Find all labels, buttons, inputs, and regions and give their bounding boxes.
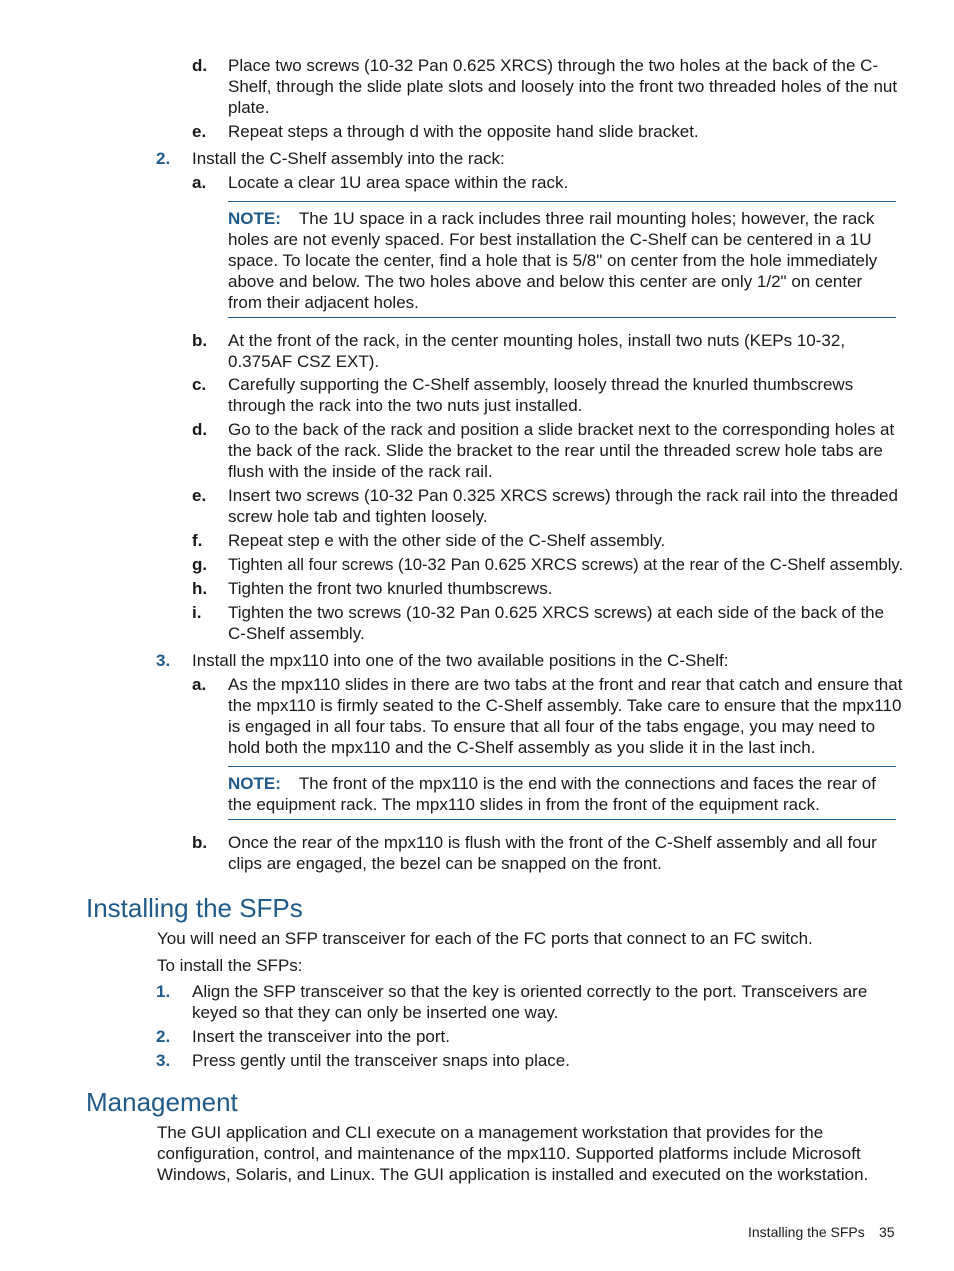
step-number: 3.	[156, 1051, 171, 1070]
substep-label: i.	[192, 603, 202, 622]
note-text: The 1U space in a rack includes three rail mounting holes; however, the rack holes are not evenly spaced. For best installation the C-Shelf can be centered in a 1U space. To locate the center, find a hole that is 5/8" on center from the hole immediately above and below. The two holes above and below this center are only 1/2" on center from their adjacent holes.	[228, 209, 878, 312]
step-label: d.	[192, 56, 208, 75]
step-label: e.	[192, 122, 207, 141]
step-number: 2.	[156, 1027, 171, 1046]
step-text: Repeat steps a through d with the opposite hand slide bracket.	[228, 122, 699, 141]
substep-text: Repeat step e with the other side of the C-Shelf assembly.	[228, 531, 666, 550]
step-number: 3.	[156, 651, 171, 670]
substep-label: a.	[192, 675, 207, 694]
sfp-lead: To install the SFPs:	[157, 956, 303, 975]
section-heading-management: Management	[86, 1087, 238, 1117]
step-text: Press gently until the transceiver snaps into place.	[192, 1051, 570, 1070]
step-number: 1.	[156, 982, 171, 1001]
step-text: Insert the transceiver into the port.	[192, 1027, 450, 1046]
substep-label: g.	[192, 555, 208, 574]
substep-label: f.	[192, 531, 203, 550]
sfp-intro: You will need an SFP transceiver for each of the FC ports that connect to an FC switch.	[157, 929, 813, 948]
footer-section-title: Installing the SFPs	[748, 1224, 865, 1240]
substep-text: Go to the back of the rack and position a slide bracket next to the corresponding holes at the back of the rack. Slide the bracket to the rear until the threaded screw hole tabs are flush with the inside of the rack rail.	[228, 420, 895, 481]
substep-label: b.	[192, 331, 208, 350]
substep-label: h.	[192, 579, 208, 598]
step-number: 2.	[156, 149, 171, 168]
page-number: 35	[879, 1224, 895, 1240]
step-text: Place two screws (10-32 Pan 0.625 XRCS) through the two holes at the back of the C-Shelf, through the slide plate slots and loosely into the front two threaded holes of the nut plate.	[228, 56, 898, 117]
substep-text: Insert two screws (10-32 Pan 0.325 XRCS screws) through the rack rail into the threaded screw hole tab and tighten loosely.	[228, 486, 898, 526]
substep-text: Tighten the two screws (10-32 Pan 0.625 XRCS screws) at each side of the back of the C-Shelf assembly.	[228, 603, 885, 643]
management-body: The GUI application and CLI execute on a management workstation that provides for the configuration, control, and maintenance of the mpx110. Supported platforms include Microsoft Windows, Solaris, and Linux. The GUI application is installed and executed on the workstation.	[157, 1123, 869, 1184]
substep-text: Carefully supporting the C-Shelf assembly, loosely thread the knurled thumbscrews through the rack into the two nuts just installed.	[228, 375, 854, 415]
step-text: Install the C-Shelf assembly into the rack:	[192, 149, 505, 168]
substep-text: At the front of the rack, in the center mounting holes, install two nuts (KEPs 10-32, 0.375AF CSZ EXT).	[228, 331, 846, 371]
section-heading-sfps: Installing the SFPs	[86, 893, 303, 923]
substep-label: b.	[192, 833, 208, 852]
substep-text: Locate a clear 1U area space within the rack.	[228, 173, 569, 192]
substep-text: Tighten all four screws (10-32 Pan 0.625 XRCS screws) at the rear of the C-Shelf assembly.	[228, 555, 904, 574]
step-text: Install the mpx110 into one of the two available positions in the C-Shelf:	[192, 651, 729, 670]
note-label: NOTE:	[228, 209, 281, 228]
substep-label: a.	[192, 173, 207, 192]
note-text: The front of the mpx110 is the end with the connections and faces the rear of the equipment rack. The mpx110 slides in from the front of the equipment rack.	[228, 774, 876, 814]
substep-label: d.	[192, 420, 208, 439]
step-text: Align the SFP transceiver so that the key is oriented correctly to the port. Transceivers are keyed so that they can only be inserted one way.	[192, 982, 868, 1022]
substep-text: Tighten the front two knurled thumbscrews.	[228, 579, 553, 598]
substep-text: As the mpx110 slides in there are two tabs at the front and rear that catch and ensure that the mpx110 is firmly seated to the C-Shelf assembly. Take care to ensure that the mpx110 is engaged in all four tabs. To ensure that all four of the tabs engage, you may need to hold both the mpx110 and the C-Shelf assembly as you slide it in the last inch.	[228, 675, 903, 757]
substep-text: Once the rear of the mpx110 is flush with the front of the C-Shelf assembly and all four clips are engaged, the bezel can be snapped on the front.	[228, 833, 877, 873]
note-box	[228, 201, 896, 318]
substep-label: c.	[192, 375, 207, 394]
note-box	[228, 766, 896, 820]
note-label: NOTE:	[228, 774, 281, 793]
substep-label: e.	[192, 486, 207, 505]
